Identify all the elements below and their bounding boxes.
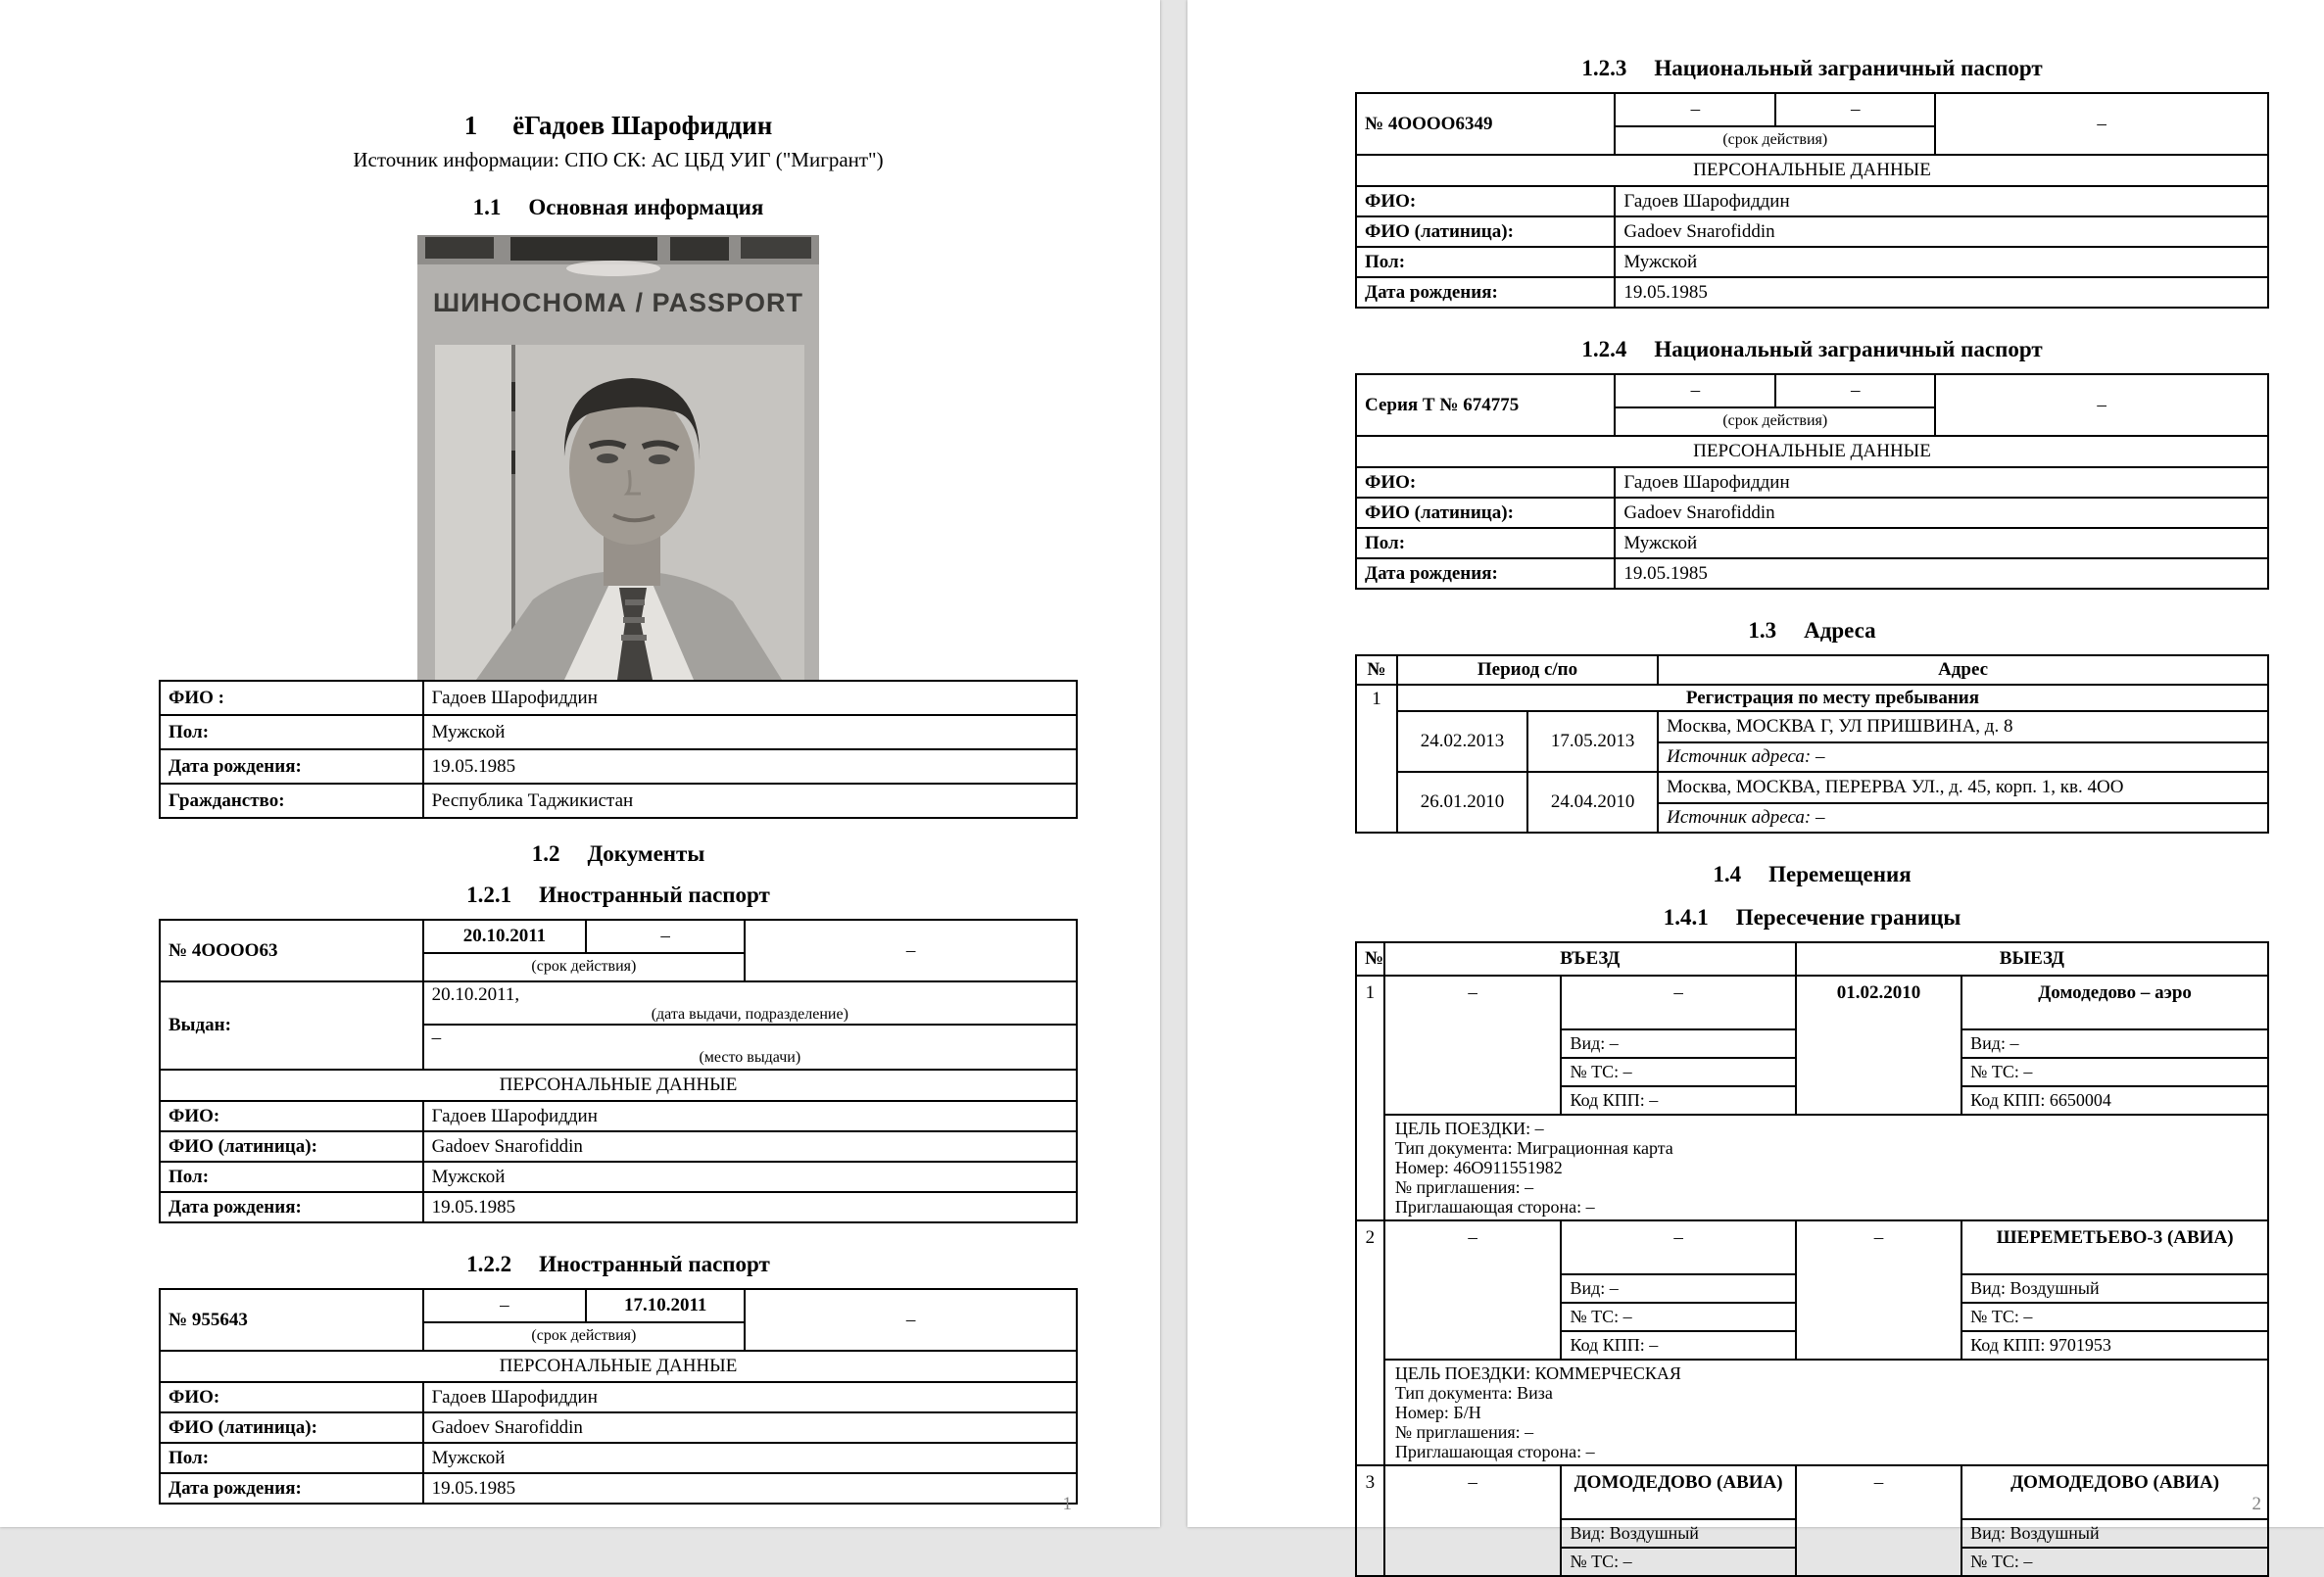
validity-caption: (срок действия)	[1615, 126, 1935, 155]
doc-extra: –	[1935, 93, 2268, 155]
entry-ts: № ТС: –	[1561, 1303, 1795, 1331]
exit-kpp: Код КПП: 6650004	[1961, 1086, 2268, 1115]
section-title: Адреса	[1804, 618, 1876, 643]
doc-extra: –	[745, 920, 1077, 981]
field-label-fio: ФИО:	[160, 1382, 423, 1412]
section-heading-1-4	[1355, 861, 2269, 888]
field-value-fio: Гадоев Шарофиддин	[1615, 467, 2268, 498]
trip-purpose: ЦЕЛЬ ПОЕЗДКИ: –	[1394, 1119, 1544, 1138]
doc-number: № 955643	[160, 1289, 423, 1351]
table-row	[1356, 93, 2268, 126]
table-row	[160, 1070, 1077, 1101]
section-title: Пересечение границы	[1735, 905, 1961, 930]
table-row	[1356, 528, 2268, 558]
entry-kpp: Код КПП: –	[1561, 1331, 1795, 1360]
field-label-gender: Пол:	[160, 715, 423, 749]
table-row	[160, 1131, 1077, 1162]
table-row	[160, 681, 1077, 715]
section-number: 1.1	[472, 195, 502, 219]
field-label-fio-lat: ФИО (латиница):	[1356, 216, 1615, 247]
field-value-fio-lat: Gadoev Sнarofiddin	[1615, 498, 2268, 528]
section-heading-1-2	[159, 840, 1078, 868]
table-row	[1356, 186, 2268, 216]
section-title: Национальный заграничный паспорт	[1654, 56, 2043, 80]
entry-place: ДОМОДЕДОВО (АВИА)	[1561, 1465, 1795, 1519]
trip-inviting-party: Приглашающая сторона: –	[1394, 1442, 1595, 1461]
address-source: Источник адреса: –	[1658, 803, 2268, 833]
section-number: 1.2.3	[1581, 56, 1627, 80]
validity-caption: (срок действия)	[1615, 407, 1935, 436]
table-row	[1356, 436, 2268, 467]
field-label-birth: Дата рождения:	[160, 749, 423, 784]
table-row	[160, 1101, 1077, 1131]
document-table-122	[159, 1288, 1078, 1505]
valid-to: –	[1775, 93, 1935, 126]
field-value-fio: Гадоев Шарофиддин	[423, 681, 1077, 715]
document-table-123	[1355, 92, 2269, 309]
crossing-number: 1	[1356, 976, 1384, 1220]
issued-place-caption: (место выдачи)	[699, 1049, 801, 1066]
field-label-birth: Дата рождения:	[1356, 558, 1615, 589]
field-value-fio: Гадоев Шарофиддин	[423, 1101, 1077, 1131]
table-row	[160, 715, 1077, 749]
title-text: ёГадоев Шарофиддин	[512, 111, 773, 140]
table-header-row	[1356, 942, 2268, 976]
entry-place: –	[1561, 976, 1795, 1029]
section-heading-1-3	[1355, 617, 2269, 645]
section-number: 1.3	[1748, 618, 1777, 643]
field-value-birth: 19.05.1985	[423, 749, 1077, 784]
exit-vid: Вид: Воздушный	[1961, 1519, 2268, 1548]
table-row	[160, 981, 1077, 1070]
trip-doc-type: Тип документа: Виза	[1394, 1383, 1553, 1403]
field-value-gender: Мужской	[1615, 247, 2268, 277]
col-header-num: №	[1356, 655, 1397, 685]
entry-vid: Вид: –	[1561, 1274, 1795, 1303]
exit-place: Домодедово – аэро	[1961, 976, 2268, 1029]
section-title: Перемещения	[1768, 862, 1912, 886]
document-table-121	[159, 919, 1078, 1223]
personal-data-header: ПЕРСОНАЛЬНЫЕ ДАННЫЕ	[1356, 155, 2268, 186]
section-title: Документы	[587, 841, 705, 866]
address-row-number: 1	[1356, 685, 1397, 833]
field-label-citizenship: Гражданство:	[160, 784, 423, 818]
table-row	[160, 1351, 1077, 1382]
issued-place: –	[431, 1027, 442, 1048]
section-number: 1.2.4	[1581, 337, 1627, 361]
exit-ts: № ТС: –	[1961, 1548, 2268, 1576]
document-title	[159, 0, 1078, 141]
exit-vid: Вид: Воздушный	[1961, 1274, 2268, 1303]
field-value-gender: Мужской	[423, 1443, 1077, 1473]
addresses-table	[1355, 654, 2269, 834]
table-row	[160, 1162, 1077, 1192]
exit-place: ШЕРЕМЕТЬЕВО-3 (АВИА)	[1961, 1220, 2268, 1274]
trip-details	[1384, 1115, 2268, 1220]
field-value-fio-lat: Gadoev Sнarofiddin	[423, 1131, 1077, 1162]
period-to: 17.05.2013	[1527, 711, 1658, 772]
photo-caption: ШИНОСНОМА / PASSPORT	[432, 288, 804, 317]
personal-data-header: ПЕРСОНАЛЬНЫЕ ДАННЫЕ	[1356, 436, 2268, 467]
doc-extra: –	[1935, 374, 2268, 436]
table-row	[160, 1382, 1077, 1412]
address-value: Москва, МОСКВА Г, УЛ ПРИШВИНА, д. 8	[1658, 711, 2268, 742]
col-header-address: Адрес	[1658, 655, 2268, 685]
table-row	[160, 1473, 1077, 1504]
trip-purpose: ЦЕЛЬ ПОЕЗДКИ: КОММЕРЧЕСКАЯ	[1394, 1363, 1681, 1383]
section-heading-1-2-2	[159, 1251, 1078, 1278]
trip-doc-type: Тип документа: Миграционная карта	[1394, 1138, 1673, 1158]
field-value-gender: Мужской	[423, 715, 1077, 749]
trip-doc-number: Номер: Б/Н	[1394, 1403, 1481, 1422]
table-row	[1356, 1360, 2268, 1465]
field-label-gender: Пол:	[1356, 247, 1615, 277]
page-number-1: 1	[1062, 1494, 1072, 1514]
crossing-row	[1356, 1465, 2268, 1519]
table-row	[1356, 772, 2268, 803]
section-heading-1-2-4	[1355, 336, 2269, 363]
doc-number: № 4ОООО6349	[1356, 93, 1615, 155]
registration-type: Регистрация по месту пребывания	[1397, 685, 2268, 711]
exit-date: –	[1796, 1465, 1961, 1576]
exit-ts: № ТС: –	[1961, 1303, 2268, 1331]
table-row	[1356, 277, 2268, 308]
field-label-gender: Пол:	[160, 1162, 423, 1192]
field-value-birth: 19.05.1985	[423, 1473, 1077, 1504]
col-header-num: №	[1356, 942, 1384, 976]
valid-to: –	[586, 920, 745, 953]
table-row	[160, 1192, 1077, 1222]
entry-place: –	[1561, 1220, 1795, 1274]
section-number: 1.2.2	[466, 1252, 512, 1276]
table-row	[160, 784, 1077, 818]
section-title: Иностранный паспорт	[539, 1252, 770, 1276]
document-table-124	[1355, 373, 2269, 590]
exit-place: ДОМОДЕДОВО (АВИА)	[1961, 1465, 2268, 1519]
table-row	[1356, 498, 2268, 528]
section-heading-1-2-3	[1355, 55, 2269, 82]
field-label-issued: Выдан:	[160, 981, 423, 1070]
field-label-fio-lat: ФИО (латиница):	[1356, 498, 1615, 528]
section-number: 1.2	[531, 841, 560, 866]
field-label-fio-lat: ФИО (латиница):	[160, 1131, 423, 1162]
personal-data-header: ПЕРСОНАЛЬНЫЕ ДАННЫЕ	[160, 1351, 1077, 1382]
table-row	[1356, 685, 2268, 711]
page-1	[0, 0, 1160, 1527]
section-title: Национальный заграничный паспорт	[1654, 337, 2043, 361]
valid-from: 20.10.2011	[423, 920, 587, 953]
section-number: 1.4	[1713, 862, 1742, 886]
table-row	[1356, 711, 2268, 742]
table-row	[160, 749, 1077, 784]
doc-number: № 4ОООО63	[160, 920, 423, 981]
table-row	[1356, 216, 2268, 247]
exit-ts: № ТС: –	[1961, 1058, 2268, 1086]
page-number-2: 2	[2251, 1494, 2261, 1514]
col-header-period: Период с/по	[1397, 655, 1658, 685]
field-value-birth: 19.05.1985	[1615, 277, 2268, 308]
entry-date: –	[1384, 976, 1562, 1115]
table-row	[160, 1412, 1077, 1443]
field-label-birth: Дата рождения:	[160, 1192, 423, 1222]
doc-extra: –	[745, 1289, 1077, 1351]
field-label-fio-lat: ФИО (латиница):	[160, 1412, 423, 1443]
field-value-gender: Мужской	[423, 1162, 1077, 1192]
table-row	[1356, 558, 2268, 589]
exit-kpp: Код КПП: 9701953	[1961, 1331, 2268, 1360]
table-row	[1356, 155, 2268, 186]
table-row	[1356, 374, 2268, 407]
field-value-citizenship: Республика Таджикистан	[423, 784, 1077, 818]
field-label-fio: ФИО:	[160, 1101, 423, 1131]
issued-date: 20.10.2011,	[431, 984, 520, 1005]
trip-inviting-party: Приглашающая сторона: –	[1394, 1197, 1595, 1217]
page-2-content	[1355, 0, 2269, 1577]
personal-data-header: ПЕРСОНАЛЬНЫЕ ДАННЫЕ	[160, 1070, 1077, 1101]
period-from: 26.01.2010	[1397, 772, 1527, 833]
field-value-birth: 19.05.1985	[1615, 558, 2268, 589]
basic-info-table	[159, 680, 1078, 819]
entry-date: –	[1384, 1220, 1562, 1360]
field-value-fio-lat: Gadoev Sнarofiddin	[1615, 216, 2268, 247]
title-number: 1	[463, 111, 478, 140]
source-line: Источник информации: СПО СК: АС ЦБД УИГ ("Мигрант")	[353, 148, 884, 171]
section-number: 1.2.1	[466, 883, 512, 907]
section-title: Иностранный паспорт	[539, 883, 770, 907]
entry-vid: Вид: –	[1561, 1029, 1795, 1058]
col-header-entry: ВЪЕЗД	[1384, 942, 1796, 976]
table-row	[1356, 467, 2268, 498]
crossing-row	[1356, 1220, 2268, 1274]
exit-date: –	[1796, 1220, 1961, 1360]
field-label-fio: ФИО:	[1356, 186, 1615, 216]
field-label-birth: Дата рождения:	[160, 1473, 423, 1504]
entry-ts: № ТС: –	[1561, 1548, 1795, 1576]
field-value-fio-lat: Gadoev Sнarofiddin	[423, 1412, 1077, 1443]
address-value: Москва, МОСКВА, ПЕРЕРВА УЛ., д. 45, корп. 1, кв. 4ОО	[1658, 772, 2268, 803]
exit-vid: Вид: –	[1961, 1029, 2268, 1058]
table-header-row	[1356, 655, 2268, 685]
table-row	[160, 1289, 1077, 1322]
valid-from: –	[1615, 374, 1775, 407]
table-row	[160, 1443, 1077, 1473]
validity-caption: (срок действия)	[423, 1322, 746, 1351]
table-row	[1356, 1115, 2268, 1220]
doc-number: Серия Т № 674775	[1356, 374, 1615, 436]
crossing-row	[1356, 976, 2268, 1029]
col-header-exit: ВЫЕЗД	[1796, 942, 2268, 976]
field-value-birth: 19.05.1985	[423, 1192, 1077, 1222]
border-crossings-table	[1355, 941, 2269, 1577]
crossing-number: 3	[1356, 1465, 1384, 1576]
table-row	[160, 920, 1077, 953]
issued-date-caption: (дата выдачи, подразделение)	[651, 1006, 848, 1023]
section-title: Основная информация	[528, 195, 764, 219]
field-value-gender: Мужской	[1615, 528, 2268, 558]
issued-cell	[423, 981, 1077, 1070]
field-label-gender: Пол:	[1356, 528, 1615, 558]
entry-vid: Вид: Воздушный	[1561, 1519, 1795, 1548]
field-value-fio: Гадоев Шарофиддин	[1615, 186, 2268, 216]
field-value-fio: Гадоев Шарофиддин	[423, 1382, 1077, 1412]
period-to: 24.04.2010	[1527, 772, 1658, 833]
page-2	[1187, 0, 2324, 1571]
trip-invitation: № приглашения: –	[1394, 1177, 1534, 1197]
trip-details	[1384, 1360, 2268, 1465]
entry-date: –	[1384, 1465, 1562, 1576]
address-source: Источник адреса: –	[1658, 742, 2268, 772]
entry-kpp: Код КПП: –	[1561, 1086, 1795, 1115]
table-row	[1356, 247, 2268, 277]
field-label-gender: Пол:	[160, 1443, 423, 1473]
valid-to: 17.10.2011	[586, 1289, 745, 1322]
section-heading-1-2-1	[159, 882, 1078, 909]
exit-date: 01.02.2010	[1796, 976, 1961, 1115]
issued-place-block	[424, 1026, 1076, 1069]
section-heading-1-1	[159, 194, 1078, 221]
crossing-number: 2	[1356, 1220, 1384, 1465]
valid-from: –	[1615, 93, 1775, 126]
period-from: 24.02.2013	[1397, 711, 1527, 772]
validity-caption: (срок действия)	[423, 953, 746, 981]
section-number: 1.4.1	[1663, 905, 1709, 930]
page-1-content	[159, 0, 1078, 1505]
issued-date-block	[424, 982, 1076, 1026]
valid-to: –	[1775, 374, 1935, 407]
field-label-birth: Дата рождения:	[1356, 277, 1615, 308]
trip-invitation: № приглашения: –	[1394, 1422, 1534, 1442]
field-label-fio: ФИО :	[160, 681, 423, 715]
trip-doc-number: Номер: 46О911551982	[1394, 1158, 1563, 1177]
section-heading-1-4-1	[1355, 904, 2269, 932]
field-label-fio: ФИО:	[1356, 467, 1615, 498]
valid-from: –	[423, 1289, 587, 1322]
entry-ts: № ТС: –	[1561, 1058, 1795, 1086]
passport-photo	[417, 235, 819, 680]
